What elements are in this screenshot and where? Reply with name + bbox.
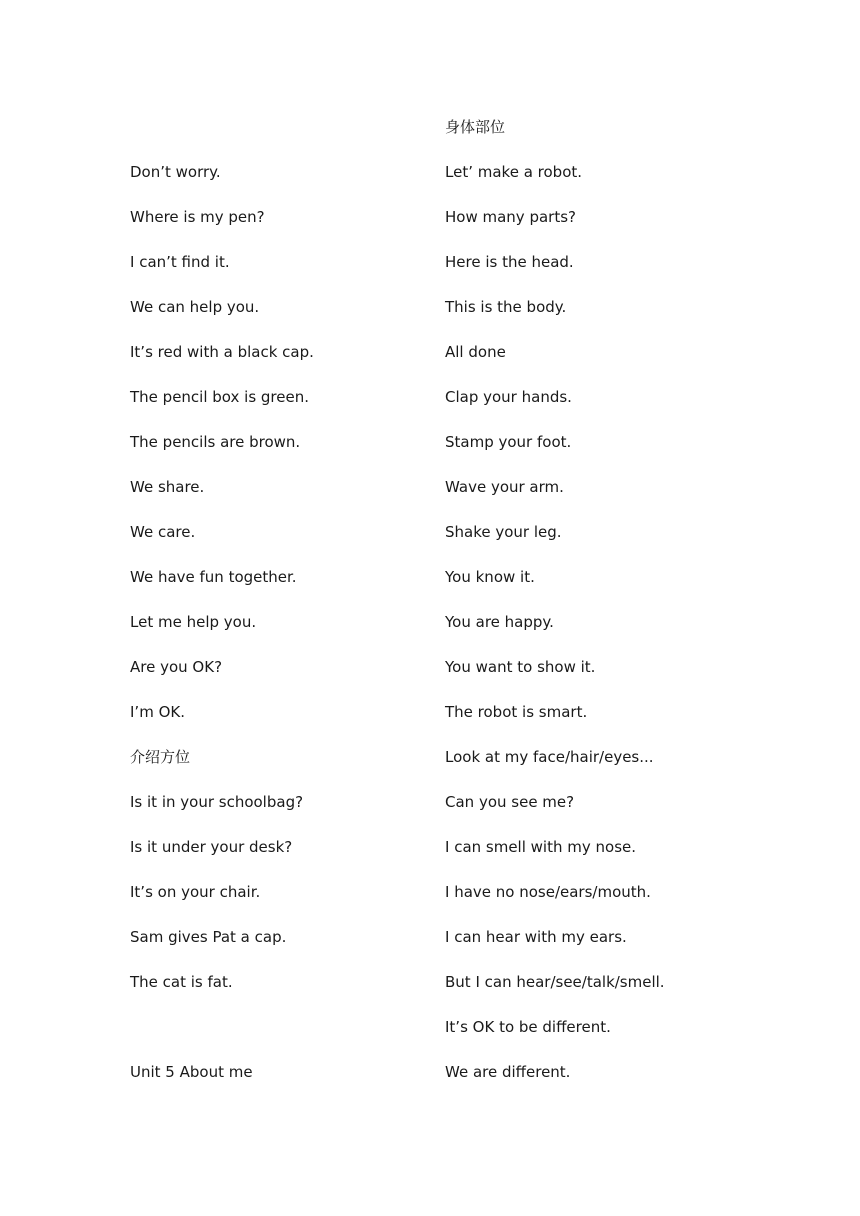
right-line: The robot is smart. [445, 703, 588, 721]
left-line: I’m OK. [130, 703, 185, 721]
right-line: We are different. [445, 1063, 571, 1081]
right-line: I can smell with my nose. [445, 838, 637, 856]
left-line: It’s red with a black cap. [130, 343, 314, 361]
right-line: How many parts? [445, 208, 576, 226]
left-line: The pencil box is green. [130, 388, 309, 406]
right-line: Shake your leg. [445, 523, 562, 541]
right-line: Wave your arm. [445, 478, 564, 496]
right-line: You want to show it. [445, 658, 596, 676]
unit-heading: Unit 5 About me [130, 1063, 253, 1081]
left-line: Don’t worry. [130, 163, 221, 181]
right-line: You know it. [445, 568, 535, 586]
right-line: I have no nose/ears/mouth. [445, 883, 651, 901]
section-heading-body-parts: 身体部位 [445, 118, 506, 136]
right-line: Can you see me? [445, 793, 575, 811]
left-line: Is it in your schoolbag? [130, 793, 304, 811]
left-line: Are you OK? [130, 658, 223, 676]
right-line: Clap your hands. [445, 388, 572, 406]
left-line: I can’t find it. [130, 253, 230, 271]
left-line: Where is my pen? [130, 208, 265, 226]
right-line: But I can hear/see/talk/smell. [445, 973, 665, 991]
left-line: Let me help you. [130, 613, 257, 631]
left-line: The pencils are brown. [130, 433, 301, 451]
right-line: Let’ make a robot. [445, 163, 583, 181]
right-line: It’s OK to be different. [445, 1018, 611, 1036]
right-line: Here is the head. [445, 253, 574, 271]
left-line: We share. [130, 478, 205, 496]
left-line: The cat is fat. [130, 973, 233, 991]
right-line: All done [445, 343, 506, 361]
left-line: We have fun together. [130, 568, 297, 586]
left-line: Is it under your desk? [130, 838, 293, 856]
right-line: Stamp your foot. [445, 433, 572, 451]
right-line: Look at my face/hair/eyes... [445, 748, 654, 766]
right-line: I can hear with my ears. [445, 928, 627, 946]
left-line: We care. [130, 523, 196, 541]
left-line: Sam gives Pat a cap. [130, 928, 287, 946]
right-line: You are happy. [445, 613, 554, 631]
left-line: We can help you. [130, 298, 260, 316]
right-line: This is the body. [445, 298, 567, 316]
left-line: It’s on your chair. [130, 883, 261, 901]
section-heading-position: 介绍方位 [130, 748, 191, 766]
